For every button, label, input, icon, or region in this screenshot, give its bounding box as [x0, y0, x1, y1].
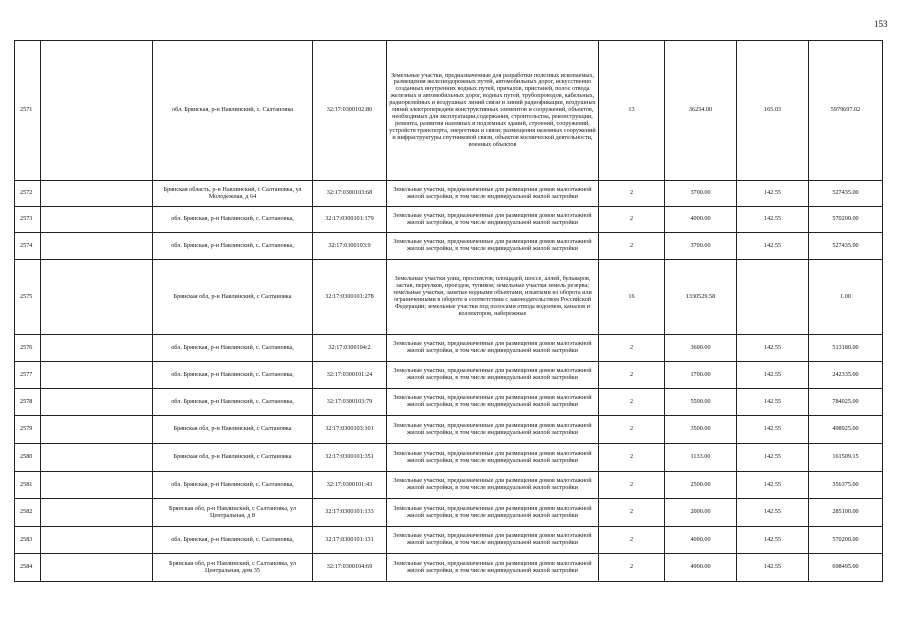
rate-cell: 142.55 — [737, 181, 809, 207]
blank-cell — [41, 554, 153, 582]
group-cell: 2 — [599, 207, 665, 233]
row-number: 2584 — [15, 554, 41, 582]
group-cell: 2 — [599, 181, 665, 207]
cadastral-number-cell: 32:17:0300103:68 — [313, 181, 387, 207]
row-number: 2581 — [15, 472, 41, 499]
address-cell: Брянская обл, р-н Навлинский, с Салтановка, ул Центральная, дом 35 — [153, 554, 313, 582]
address-cell: обл. Брянская, р-н Навлинский, с. Салтановка, — [153, 207, 313, 233]
area-cell: 1133.00 — [665, 444, 737, 472]
area-cell: 2000.00 — [665, 499, 737, 527]
row-number: 2580 — [15, 444, 41, 472]
area-cell: 2500.00 — [665, 472, 737, 499]
cadastral-value-cell: 5979697.02 — [809, 41, 883, 181]
table-row — [15, 207, 883, 233]
rate-cell: 142.55 — [737, 335, 809, 362]
table-row — [15, 527, 883, 554]
rate-cell: 142.55 — [737, 499, 809, 527]
table-row — [15, 260, 883, 335]
cadastral-number-cell: 32:17:0300104:69 — [313, 554, 387, 582]
area-cell: 5500.00 — [665, 389, 737, 416]
group-cell: 2 — [599, 472, 665, 499]
row-number: 2572 — [15, 181, 41, 207]
cadastral-value-cell: 285100.00 — [809, 499, 883, 527]
group-cell: 2 — [599, 499, 665, 527]
cadastral-number-cell: 32:17:0300101:278 — [313, 260, 387, 335]
address-cell: обл. Брянская, р-н Навлинский, с. Салтановка, — [153, 233, 313, 260]
cadastral-value-cell: 698495.00 — [809, 554, 883, 582]
land-use-cell: Земельные участки, предназначенные для размещения домов малоэтажной жилой застройки, в том числе индивидуальной жилой застройки — [387, 362, 599, 389]
rate-cell: 142.55 — [737, 416, 809, 444]
group-cell: 2 — [599, 362, 665, 389]
area-cell: 4000.00 — [665, 527, 737, 554]
land-use-cell: Земельные участки, предназначенные для размещения домов малоэтажной жилой застройки, в том числе индивидуальной жилой застройки — [387, 499, 599, 527]
cadastral-value-cell: 1.00 — [809, 260, 883, 335]
group-cell: 13 — [599, 41, 665, 181]
table-row — [15, 362, 883, 389]
table-row — [15, 233, 883, 260]
row-number: 2583 — [15, 527, 41, 554]
group-cell: 2 — [599, 389, 665, 416]
group-cell: 2 — [599, 444, 665, 472]
table-body — [15, 41, 883, 582]
row-number: 2571 — [15, 41, 41, 181]
address-cell: обл. Брянская, р-н Навлинский, с. Салтановка, — [153, 389, 313, 416]
blank-cell — [41, 499, 153, 527]
row-number: 2582 — [15, 499, 41, 527]
row-number: 2575 — [15, 260, 41, 335]
cadastral-value-cell: 570200.00 — [809, 527, 883, 554]
row-number: 2577 — [15, 362, 41, 389]
land-use-cell: Земельные участки улиц, проспектов, площадей, шоссе, аллей, бульваров, застав, переулков, проездов, тупиков; земельные участки земель резерва; земельные участки, занятые водными объектами, изъятыми из оборота или ограниченными в обороте в соответствии с законодательством Российской Федерации; земельные участки под полосами отвода водоемов, каналов и коллекторов, набережные — [387, 260, 599, 335]
area-cell: 3500.00 — [665, 416, 737, 444]
row-number: 2578 — [15, 389, 41, 416]
rate-cell: 142.55 — [737, 362, 809, 389]
address-cell: Брянская обл, р-н Навлинский, с Салтановка — [153, 260, 313, 335]
area-cell: 4900.00 — [665, 554, 737, 582]
table-row — [15, 335, 883, 362]
cadastral-value-cell: 161509.15 — [809, 444, 883, 472]
area-cell: 1700.00 — [665, 362, 737, 389]
rate-cell: 142.55 — [737, 554, 809, 582]
group-cell: 16 — [599, 260, 665, 335]
land-cadastral-table — [14, 40, 883, 582]
address-cell: обл. Брянская, р-н Навлинский, с. Салтановка, — [153, 527, 313, 554]
rate-cell: 142.55 — [737, 527, 809, 554]
row-number: 2573 — [15, 207, 41, 233]
land-use-cell: Земельные участки, предназначенные для размещения домов малоэтажной жилой застройки, в том числе индивидуальной жилой застройки — [387, 527, 599, 554]
cadastral-number-cell: 32:17:0300102:80 — [313, 41, 387, 181]
cadastral-number-cell: 32:17:0300103:101 — [313, 416, 387, 444]
rate-cell: 142.55 — [737, 233, 809, 260]
blank-cell — [41, 527, 153, 554]
cadastral-number-cell: 32:17:0300101:179 — [313, 207, 387, 233]
cadastral-value-cell: 513180.00 — [809, 335, 883, 362]
cadastral-value-cell: 242335.00 — [809, 362, 883, 389]
rate-cell: 142.55 — [737, 389, 809, 416]
blank-cell — [41, 41, 153, 181]
cadastral-number-cell: 32:17:0300103:9 — [313, 233, 387, 260]
cadastral-number-cell: 32:17:0300101:351 — [313, 444, 387, 472]
group-cell: 2 — [599, 233, 665, 260]
rate-cell: 142.55 — [737, 472, 809, 499]
land-use-cell: Земельные участки, предназначенные для размещения домов малоэтажной жилой застройки, в том числе индивидуальной жилой застройки — [387, 335, 599, 362]
rate-cell: 142.55 — [737, 207, 809, 233]
address-cell: Брянская обл, р-н Навлинский, с Салтановка — [153, 416, 313, 444]
area-cell: 4000.00 — [665, 207, 737, 233]
blank-cell — [41, 335, 153, 362]
land-use-cell: Земельные участки, предназначенные для разработки полезных ископаемых, размещения железнодорожных путей, автомобильных дорог, искусственно созданных внутренних водных путей, причалов, пристаней, полос отвода железных и автомобильных дорог, водных путей, трубопроводов, кабельных, радиорелейных и воздушных линий связи и линий радиофикации, воздушных линий электропередачи конструктивных элементов и сооружений, объектов, необходимых для эксплуатации,содержания, строительства, реконструкции, ремонта, развития наземных и подземных зданий, строений, сооружений, устройств транспорта, энергетики и связи; размещения наземных сооружений и инфраструктуры спутниковой связи, объектов космической деятельности, военных объектов — [387, 41, 599, 181]
cadastral-value-cell: 356375.00 — [809, 472, 883, 499]
table-row — [15, 389, 883, 416]
address-cell: обл. Брянская, р-н Навлинский, с. Салтановка, — [153, 335, 313, 362]
page-number: 153 — [874, 19, 888, 29]
group-cell: 2 — [599, 527, 665, 554]
table-row — [15, 472, 883, 499]
table-row — [15, 181, 883, 207]
land-use-cell: Земельные участки, предназначенные для размещения домов малоэтажной жилой застройки, в том числе индивидуальной жилой застройки — [387, 233, 599, 260]
blank-cell — [41, 260, 153, 335]
land-use-cell: Земельные участки, предназначенные для размещения домов малоэтажной жилой застройки, в том числе индивидуальной жилой застройки — [387, 207, 599, 233]
table-row — [15, 416, 883, 444]
area-cell: 3700.00 — [665, 233, 737, 260]
cadastral-number-cell: 32:17:0300104:2 — [313, 335, 387, 362]
address-cell: обл. Брянская, р-н Навлинский, с. Салтановка, — [153, 472, 313, 499]
blank-cell — [41, 472, 153, 499]
cadastral-value-cell: 498925.00 — [809, 416, 883, 444]
blank-cell — [41, 444, 153, 472]
cadastral-number-cell: 32:17:0300101:24 — [313, 362, 387, 389]
cadastral-value-cell: 784025.00 — [809, 389, 883, 416]
blank-cell — [41, 181, 153, 207]
address-cell: Брянская обл, р-н Навлинский, с Салтановка — [153, 444, 313, 472]
table-row — [15, 444, 883, 472]
table-row — [15, 554, 883, 582]
area-cell: 3700.00 — [665, 181, 737, 207]
blank-cell — [41, 362, 153, 389]
group-cell: 2 — [599, 335, 665, 362]
table-row — [15, 41, 883, 181]
land-use-cell: Земельные участки, предназначенные для размещения домов малоэтажной жилой застройки, в том числе индивидуальной жилой застройки — [387, 181, 599, 207]
blank-cell — [41, 416, 153, 444]
rate-cell — [737, 260, 809, 335]
area-cell: 36234.00 — [665, 41, 737, 181]
cadastral-value-cell: 527435.00 — [809, 181, 883, 207]
row-number: 2574 — [15, 233, 41, 260]
rate-cell: 165.03 — [737, 41, 809, 181]
land-use-cell: Земельные участки, предназначенные для размещения домов малоэтажной жилой застройки, в том числе индивидуальной жилой застройки — [387, 472, 599, 499]
cadastral-number-cell: 32:17:0300101:133 — [313, 499, 387, 527]
land-use-cell: Земельные участки, предназначенные для размещения домов малоэтажной жилой застройки, в том числе индивидуальной жилой застройки — [387, 416, 599, 444]
row-number: 2576 — [15, 335, 41, 362]
blank-cell — [41, 233, 153, 260]
cadastral-value-cell: 570200.00 — [809, 207, 883, 233]
land-use-cell: Земельные участки, предназначенные для размещения домов малоэтажной жилой застройки, в том числе индивидуальной жилой застройки — [387, 444, 599, 472]
row-number: 2579 — [15, 416, 41, 444]
table-row — [15, 499, 883, 527]
address-cell: обл. Брянская, р-н Навлинский, с. Салтановка — [153, 41, 313, 181]
land-use-cell: Земельные участки, предназначенные для размещения домов малоэтажной жилой застройки, в том числе индивидуальной жилой застройки — [387, 554, 599, 582]
rate-cell: 142.55 — [737, 444, 809, 472]
blank-cell — [41, 207, 153, 233]
land-use-cell: Земельные участки, предназначенные для размещения домов малоэтажной жилой застройки, в том числе индивидуальной жилой застройки — [387, 389, 599, 416]
address-cell: Брянская обл, р-н Навлинский, с Салтановка, ул Центральная, д 8 — [153, 499, 313, 527]
cadastral-number-cell: 32:17:0300101:131 — [313, 527, 387, 554]
area-cell: 3600.00 — [665, 335, 737, 362]
group-cell: 2 — [599, 554, 665, 582]
cadastral-number-cell: 32:17:0300101:43 — [313, 472, 387, 499]
address-cell: обл. Брянская, р-н Навлинский, с. Салтановка, — [153, 362, 313, 389]
address-cell: Брянская область, р-н Навлинский, с Салтановка, ул Молодежная, д 64 — [153, 181, 313, 207]
blank-cell — [41, 389, 153, 416]
group-cell: 2 — [599, 416, 665, 444]
area-cell: 1330529.58 — [665, 260, 737, 335]
cadastral-value-cell: 527435.00 — [809, 233, 883, 260]
cadastral-number-cell: 32:17:0300103:79 — [313, 389, 387, 416]
